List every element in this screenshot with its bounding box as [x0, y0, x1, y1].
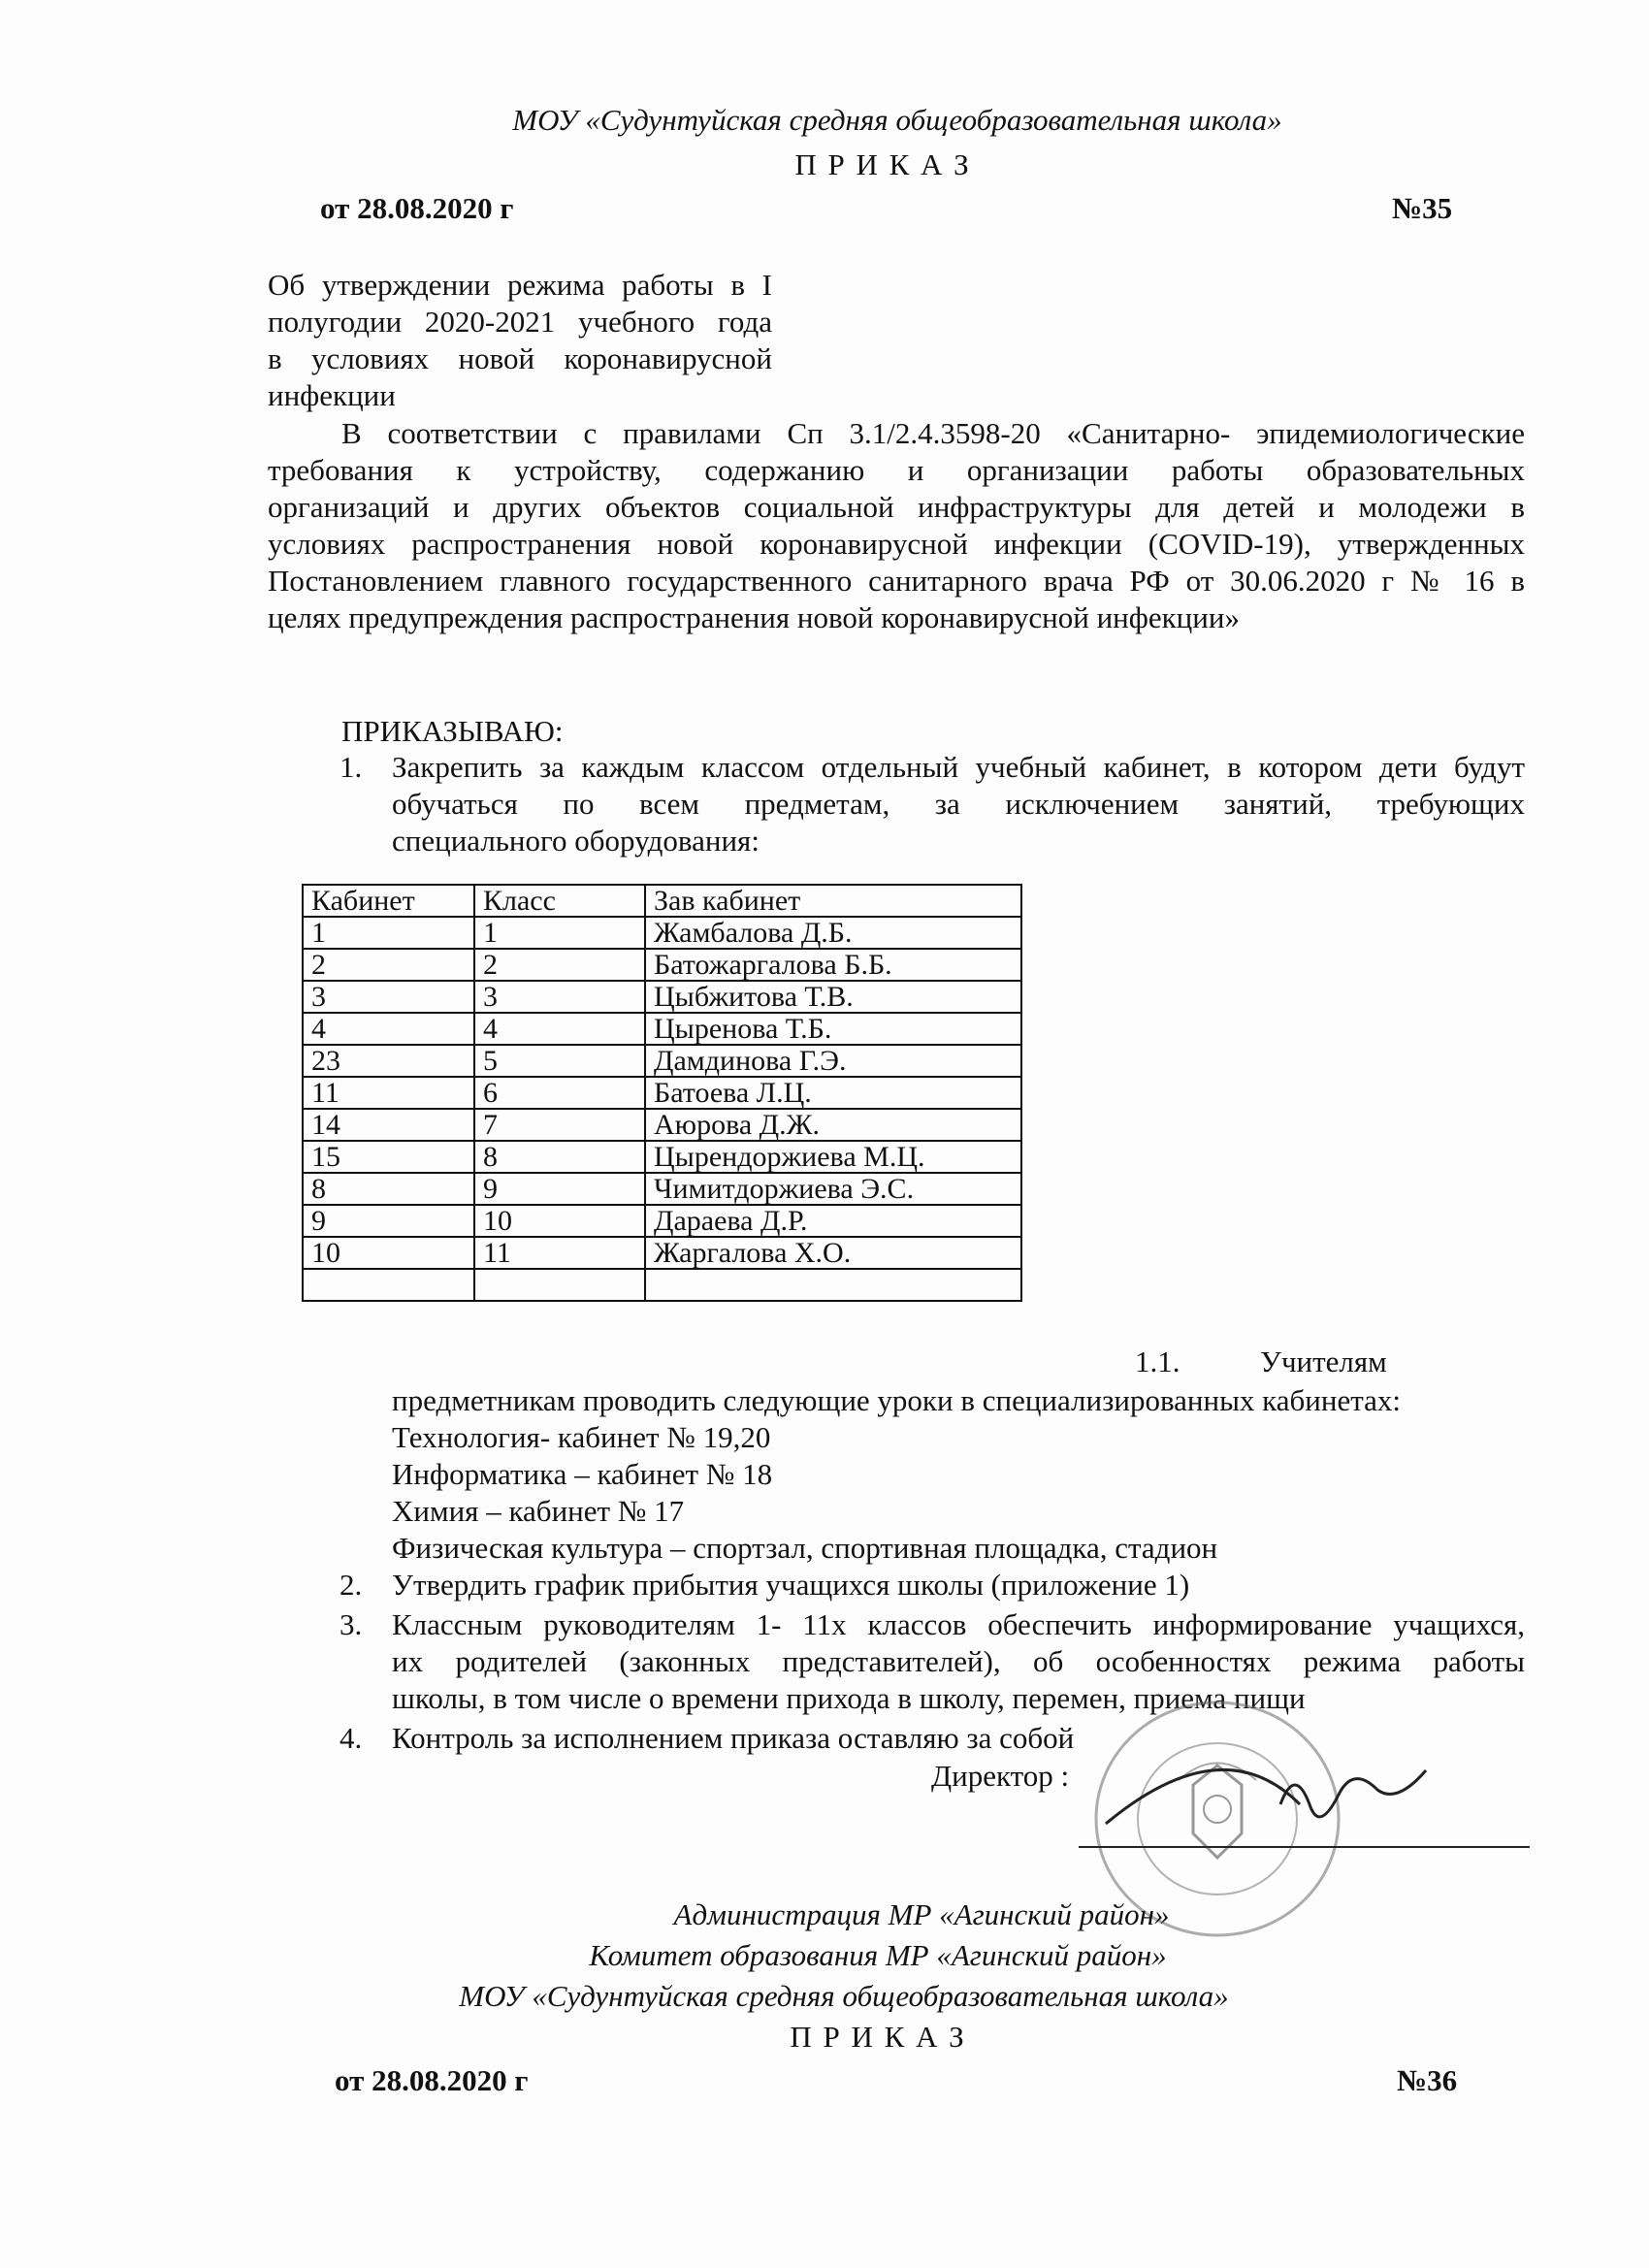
subitem-head: Учителям [1260, 1345, 1387, 1378]
order-subject [268, 267, 772, 414]
table-cell: 10 [303, 1237, 474, 1269]
table-row [303, 1109, 1021, 1141]
subitem-line: Технология- кабинет № 19,20 [392, 1420, 771, 1454]
table-cell: 4 [474, 1013, 645, 1045]
item-1-line: специального оборудования: [392, 824, 760, 858]
preamble-line: организаций и других объектов социальной инфраструктуры для детей и молодежи в [268, 490, 1525, 524]
item-number: 4. [340, 1721, 363, 1755]
table-cell: Жаргалова Х.О. [645, 1237, 1021, 1269]
footer-order-number: №36 [1397, 2063, 1458, 2097]
table-cell: Цырендоржиева М.Ц. [645, 1141, 1021, 1173]
table-cell: 3 [474, 981, 645, 1013]
footer-school: МОУ «Судунтуйская средняя общеобразовательная школа» [459, 1979, 1229, 2013]
table-row [303, 949, 1021, 981]
subitem-line: Информатика – кабинет № 18 [392, 1457, 773, 1491]
table-cell: 1 [303, 917, 474, 949]
table-cell: Чимитдоржиева Э.С. [645, 1173, 1021, 1205]
table-row [303, 917, 1021, 949]
item-1-line: обучаться по всем предметам, за исключением занятий, требующих [392, 787, 1525, 821]
table-row [303, 1173, 1021, 1205]
item-2: Утвердить график прибытия учащихся школы (приложение 1) [392, 1568, 1190, 1602]
table-cell: 9 [303, 1205, 474, 1237]
subitem-1-1 [392, 1382, 1401, 1567]
item-1-line: Закрепить за каждым классом отдельный учебный кабинет, в котором дети будут [392, 750, 1525, 784]
table-row [303, 1013, 1021, 1045]
table-cell: 6 [474, 1077, 645, 1109]
table-cell [474, 1269, 645, 1301]
table-cell: 11 [474, 1237, 645, 1269]
preamble-line: Постановлением главного государственного санитарного врача РФ от 30.06.2020 г № 16 в [268, 564, 1525, 598]
footer-admin: Администрация МР «Агинский район» [673, 1897, 1170, 1931]
table-header-row [303, 885, 1021, 917]
preamble [268, 415, 1525, 636]
table-row [303, 1045, 1021, 1077]
footer-committee: Комитет образования МР «Агинский район» [589, 1938, 1167, 1972]
table-row [303, 1237, 1021, 1269]
table-cell [303, 1269, 474, 1301]
item-4: Контроль за исполнением приказа оставляю за собой [392, 1721, 1075, 1755]
preamble-line: требования к устройству, содержанию и организации работы образовательных [268, 453, 1525, 487]
preamble-line: условиях распространения новой коронавирусной инфекции (COVID-19), утвержденных [268, 527, 1525, 561]
table-cell: 3 [303, 981, 474, 1013]
item-3-line: их родителей (законных представителей), об особенностях режима работы [392, 1644, 1525, 1678]
order-word: ПРИКАЗЫВАЮ: [341, 714, 564, 748]
subitem-number: 1.1. [1135, 1345, 1180, 1378]
table-cell [645, 1269, 1021, 1301]
table-cell: Жамбалова Д.Б. [645, 917, 1021, 949]
table-cell: 5 [474, 1045, 645, 1077]
item-3-line: школы, в том числе о времени прихода в школу, перемен, приема пищи [392, 1681, 1306, 1715]
table-cell: 11 [303, 1077, 474, 1109]
item-3-line: Классным руководителям 1- 11х классов обеспечить информирование учащихся, [392, 1607, 1525, 1641]
item-number: 2. [340, 1568, 363, 1602]
preamble-line: В соответствии с правилами Сп 3.1/2.4.3598-20 «Санитарно- эпидемиологические [341, 416, 1525, 450]
subject-line: Об утверждении режима работы в I [268, 268, 772, 302]
document-type: П Р И К А З [794, 147, 971, 181]
table-row [303, 1205, 1021, 1237]
table-row [303, 981, 1021, 1013]
subitem-line: предметникам проводить следующие уроки в специализированных кабинетах: [392, 1383, 1402, 1417]
table-cell: Цыренова Т.Б. [645, 1013, 1021, 1045]
preamble-line: целях предупреждения распространения новой коронавирусной инфекции» [268, 600, 1240, 634]
school-name: МОУ «Судунтуйская средняя общеобразовательная школа» [512, 103, 1282, 137]
table-cell: 2 [303, 949, 474, 981]
table-header-cell: Кабинет [303, 885, 474, 917]
table-header-cell: Класс [474, 885, 645, 917]
order-date: от 28.08.2020 г [320, 191, 514, 225]
subject-line: инфекции [268, 378, 396, 412]
table-cell: 1 [474, 917, 645, 949]
table-cell: 4 [303, 1013, 474, 1045]
order-number: №35 [1392, 191, 1453, 225]
table-cell: Дамдинова Г.Э. [645, 1045, 1021, 1077]
table-cell: Цыбжитова Т.В. [645, 981, 1021, 1013]
footer-order-date: от 28.08.2020 г [335, 2063, 529, 2097]
subitem-line: Химия – кабинет № 17 [392, 1494, 685, 1528]
signature-line [1079, 1846, 1530, 1848]
item-number: 1. [340, 750, 363, 784]
table-row [303, 1141, 1021, 1173]
table-cell: 8 [474, 1141, 645, 1173]
table-cell: Батожаргалова Б.Б. [645, 949, 1021, 981]
table-cell: 23 [303, 1045, 474, 1077]
table-cell: 2 [474, 949, 645, 981]
table-cell: 8 [303, 1173, 474, 1205]
table-row-empty [303, 1269, 1021, 1301]
table-cell: 7 [474, 1109, 645, 1141]
table-cell: Дараева Д.Р. [645, 1205, 1021, 1237]
table-header-cell: Зав кабинет [645, 885, 1021, 917]
subject-line: полугодии 2020-2021 учебного года [268, 305, 772, 339]
table-cell: 9 [474, 1173, 645, 1205]
table-cell: 10 [474, 1205, 645, 1237]
subject-line: в условиях новой коронавирусной [268, 341, 772, 375]
director-label: Директор : [931, 1759, 1070, 1793]
item-1 [392, 749, 1525, 859]
item-number: 3. [340, 1607, 363, 1641]
table-cell: 15 [303, 1141, 474, 1173]
footer-document-type: П Р И К А З [790, 2020, 966, 2054]
subitem-line: Физическая культура – спортзал, спортивная площадка, стадион [392, 1531, 1218, 1565]
table-row [303, 1077, 1021, 1109]
table-cell: Батоева Л.Ц. [645, 1077, 1021, 1109]
cabinet-table [302, 884, 1022, 1302]
table-cell: 14 [303, 1109, 474, 1141]
table-cell: Аюрова Д.Ж. [645, 1109, 1021, 1141]
